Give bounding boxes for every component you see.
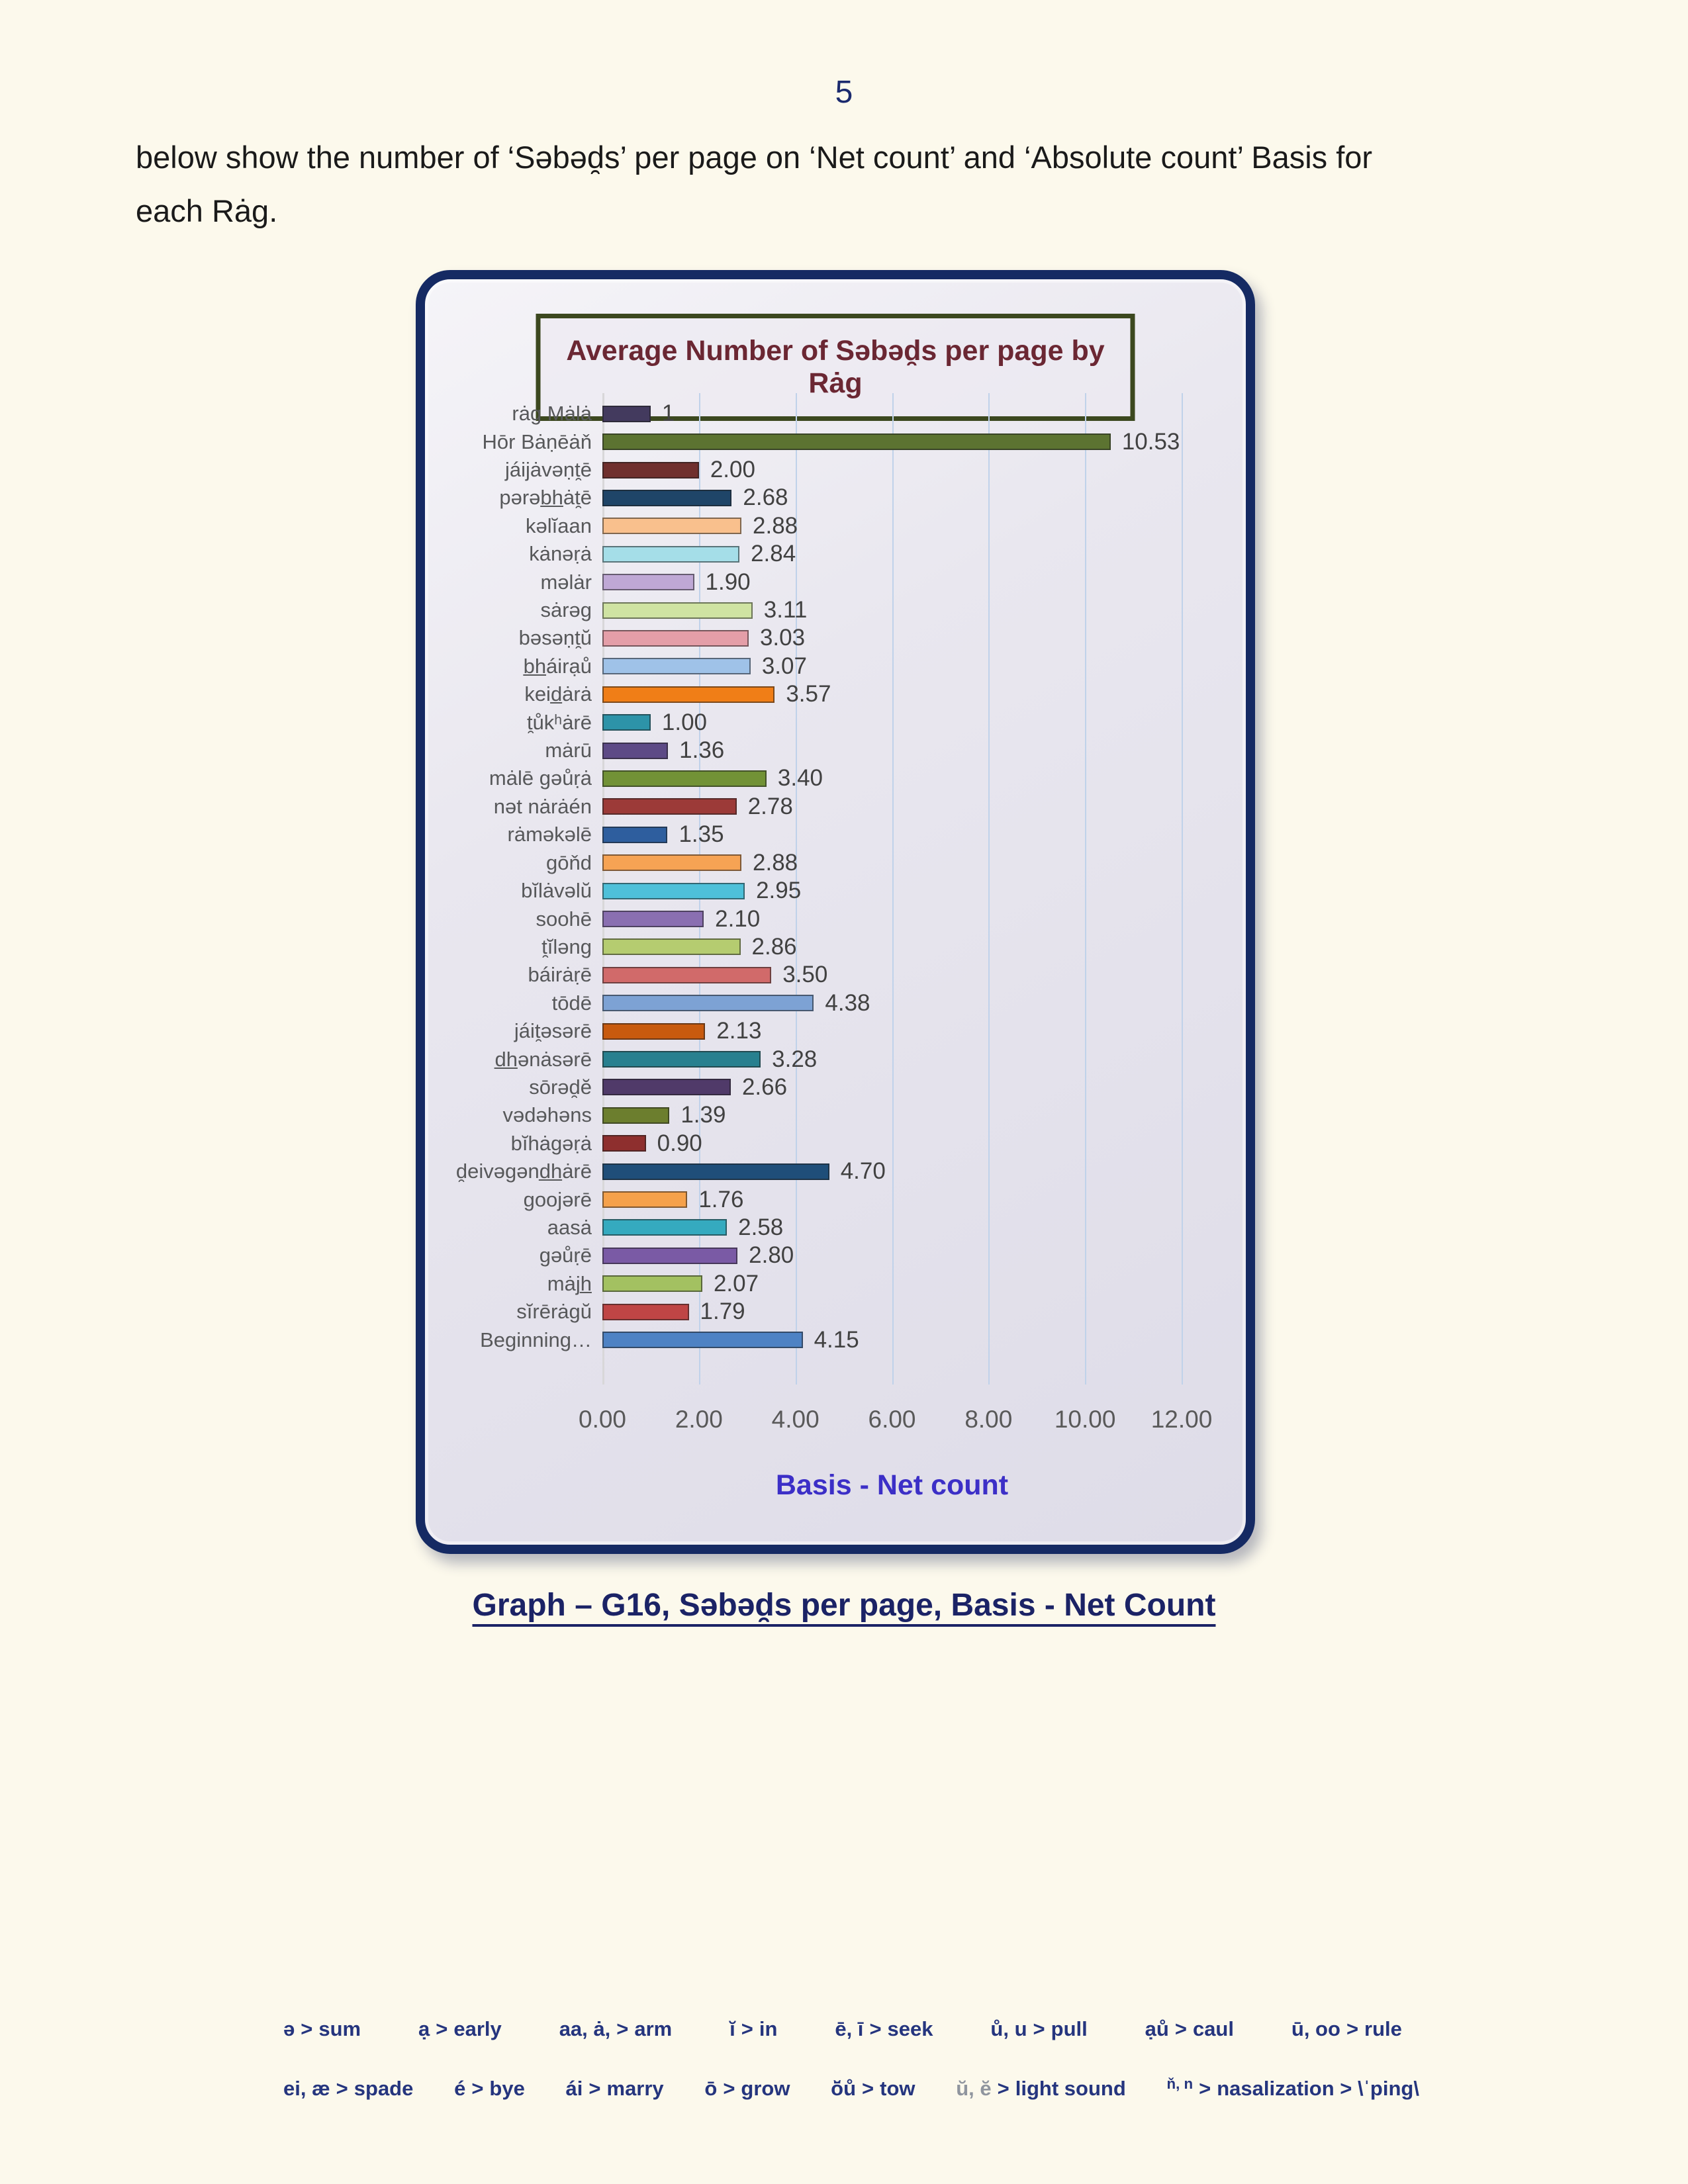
pronunciation-symbol: ů, u bbox=[990, 2017, 1027, 2040]
chart-row bbox=[480, 1326, 1182, 1353]
bar-label: Beginning… bbox=[480, 1328, 592, 1351]
pronunciation-item bbox=[418, 2017, 502, 2041]
chart-row bbox=[505, 456, 1182, 484]
pronunciation-separator: > bbox=[862, 2077, 874, 2100]
pronunciation-symbol: ái bbox=[565, 2077, 583, 2100]
pronunciation-symbol: ō bbox=[704, 2077, 718, 2100]
bar-label: pərəb̲h̲ȧt̯ē bbox=[499, 486, 592, 510]
bar-label: nət nȧrȧén bbox=[493, 794, 592, 818]
chart-row bbox=[494, 1045, 1182, 1073]
bar-value: 2.80 bbox=[749, 1242, 794, 1269]
chart-row bbox=[545, 737, 1182, 764]
bar-value: 2.58 bbox=[738, 1214, 784, 1240]
bar-label: d̯eivəgənd̲h̲ȧrē bbox=[455, 1160, 592, 1183]
bar-value: 1.90 bbox=[705, 569, 751, 595]
pronunciation-separator: > bbox=[741, 2017, 753, 2040]
chart-row bbox=[482, 428, 1182, 455]
pronunciation-word: caul bbox=[1192, 2017, 1234, 2040]
pronunciation-item bbox=[1291, 2017, 1402, 2041]
chart-row bbox=[455, 1158, 1182, 1185]
bar-value: 3.57 bbox=[786, 681, 831, 707]
chart-row bbox=[489, 764, 1182, 792]
pronunciation-word: spade bbox=[353, 2077, 414, 2100]
chart-row bbox=[546, 849, 1182, 877]
bar-label: mȧlē gəůṛȧ bbox=[489, 766, 592, 790]
bar bbox=[602, 1107, 669, 1124]
bar bbox=[602, 743, 668, 759]
intro-line-2: each Rȧg. bbox=[136, 193, 278, 228]
pronunciation-separator: > bbox=[301, 2017, 313, 2040]
chart-row bbox=[526, 708, 1182, 736]
bar-label: d̲h̲ənȧsərē bbox=[494, 1047, 592, 1071]
bar-value: 1.79 bbox=[700, 1298, 745, 1325]
x-tick: 4.00 bbox=[771, 1406, 820, 1433]
pronunciation-word: in bbox=[759, 2017, 778, 2040]
bar bbox=[602, 1023, 705, 1040]
pronunciation-item bbox=[559, 2017, 673, 2041]
x-axis-ticks bbox=[578, 1406, 1213, 1440]
bar-value: 3.50 bbox=[782, 962, 828, 988]
chart-row bbox=[526, 512, 1182, 540]
bar-value: 1.76 bbox=[698, 1186, 744, 1212]
bar-value: 2.86 bbox=[751, 933, 797, 960]
chart-row bbox=[529, 1073, 1182, 1101]
bar bbox=[602, 462, 699, 478]
bar-value: 2.88 bbox=[753, 849, 798, 876]
chart-row bbox=[536, 905, 1182, 933]
pronunciation-word: grow bbox=[741, 2077, 790, 2100]
intro-line-1: below show the number of ‘Səbəd̯s’ per page on ‘Net count’ and ‘Absolute count’ Basis for bbox=[136, 140, 1373, 175]
bar bbox=[602, 1191, 687, 1208]
chart-row bbox=[539, 1242, 1182, 1269]
pronunciation-separator: > bbox=[869, 2017, 882, 2040]
bar bbox=[602, 406, 651, 422]
bar bbox=[602, 574, 694, 590]
chart-row bbox=[499, 484, 1182, 512]
bar bbox=[602, 995, 814, 1011]
bar-value: 3.11 bbox=[763, 597, 808, 623]
pronunciation-symbol: ạ bbox=[418, 2017, 430, 2040]
bar-label: Hōr Bȧṇēȧň bbox=[482, 430, 592, 453]
pronunciation-separator: > bbox=[1033, 2017, 1045, 2040]
pronunciation-separator: > bbox=[723, 2077, 735, 2100]
bar-label: gəůṛē bbox=[539, 1244, 592, 1267]
chart-row bbox=[523, 1185, 1182, 1213]
bar bbox=[602, 630, 749, 647]
gridline bbox=[1182, 393, 1183, 1385]
chart-row bbox=[551, 989, 1182, 1017]
chart-row bbox=[512, 400, 1182, 428]
chart-row bbox=[507, 821, 1182, 848]
pronunciation-word: light sound bbox=[1015, 2077, 1126, 2100]
bar-value: 2.68 bbox=[743, 484, 788, 511]
bar-label: báirȧṛē bbox=[528, 963, 592, 987]
pronunciation-item bbox=[831, 2077, 915, 2101]
bar-label: mȧjh̲ bbox=[547, 1271, 592, 1295]
pronunciation-symbol: ū, oo bbox=[1291, 2017, 1340, 2040]
bar-label: kəlĭaan bbox=[526, 514, 592, 537]
pronunciation-word: arm bbox=[634, 2017, 673, 2040]
pronunciation-item bbox=[956, 2077, 1126, 2101]
chart-row bbox=[516, 1298, 1182, 1326]
bar bbox=[602, 686, 774, 703]
pronunciation-word: early bbox=[453, 2017, 502, 2040]
bar-label: goojərē bbox=[523, 1187, 592, 1211]
chart-row bbox=[502, 1101, 1182, 1129]
bar-label: jáit̯əsərē bbox=[514, 1019, 592, 1043]
bar bbox=[602, 1332, 803, 1348]
bar-value: 4.38 bbox=[825, 989, 870, 1016]
pronunciation-row-1 bbox=[283, 2017, 1402, 2041]
bar-label: sȧrəg bbox=[540, 598, 592, 622]
bar-label: b̲h̲áirạů bbox=[523, 654, 592, 678]
bar bbox=[602, 1079, 731, 1095]
intro-paragraph bbox=[136, 131, 1618, 238]
bar bbox=[602, 714, 651, 731]
pronunciation-symbol: ĭ bbox=[729, 2017, 735, 2040]
bar-value: 3.40 bbox=[777, 765, 823, 792]
pronunciation-item bbox=[835, 2017, 933, 2041]
bar-value: 2.13 bbox=[716, 1018, 762, 1044]
bar-label: bĭlȧvəlŭ bbox=[521, 879, 592, 903]
bar-value: 3.07 bbox=[761, 653, 807, 679]
bar-value: 1.35 bbox=[679, 821, 724, 848]
chart-row bbox=[540, 596, 1182, 624]
bar-label: sĭrērȧgŭ bbox=[516, 1300, 592, 1324]
chart-row bbox=[528, 961, 1182, 989]
pronunciation-word: seek bbox=[887, 2017, 933, 2040]
pronunciation-separator: > bbox=[1346, 2017, 1359, 2040]
bar-label: jáijȧvəṇt̯ē bbox=[505, 458, 592, 482]
chart-row bbox=[541, 933, 1182, 961]
bar bbox=[602, 1051, 761, 1068]
pronunciation-separator: > bbox=[436, 2017, 448, 2040]
bar-value: 2.10 bbox=[715, 905, 761, 932]
bar-value: 2.84 bbox=[751, 541, 796, 567]
bar-label: bĭhȧgəṛȧ bbox=[510, 1131, 592, 1155]
bar-label: mȧrū bbox=[545, 739, 592, 762]
bar bbox=[602, 1248, 737, 1264]
x-tick: 10.00 bbox=[1054, 1406, 1116, 1433]
bar bbox=[602, 602, 753, 619]
x-tick: 6.00 bbox=[868, 1406, 916, 1433]
pronunciation-item bbox=[729, 2017, 777, 2041]
x-tick: 0.00 bbox=[578, 1406, 627, 1433]
pronunciation-symbol: ň, n bbox=[1166, 2075, 1194, 2092]
bar-label: vədəhəns bbox=[502, 1103, 592, 1127]
bar-value: 1.39 bbox=[680, 1102, 726, 1128]
bar-label: məlȧr bbox=[540, 570, 592, 594]
pronunciation-word: nasalization > \ˈping\ bbox=[1217, 2077, 1419, 2100]
bar-label: t̯ĭləng bbox=[541, 934, 592, 958]
pronunciation-symbol: é bbox=[454, 2077, 466, 2100]
chart-card bbox=[416, 270, 1255, 1554]
pronunciation-separator: > bbox=[616, 2017, 629, 2040]
bar-value: 1.36 bbox=[679, 737, 725, 764]
chart-row bbox=[493, 793, 1182, 821]
pronunciation-separator: > bbox=[1199, 2077, 1211, 2100]
pronunciation-item bbox=[283, 2077, 413, 2101]
chart-row bbox=[529, 540, 1182, 568]
bar bbox=[602, 938, 741, 955]
pronunciation-item bbox=[566, 2077, 664, 2101]
chart-row bbox=[540, 568, 1182, 596]
bar-value: 1.00 bbox=[661, 709, 708, 735]
pronunciation-symbol: ō̆ů bbox=[831, 2077, 857, 2100]
bar bbox=[602, 658, 751, 674]
pronunciation-word: pull bbox=[1051, 2017, 1088, 2040]
bar bbox=[602, 1304, 689, 1320]
bar-label: sōrəd̯ĕ bbox=[529, 1075, 592, 1099]
bar bbox=[602, 854, 741, 871]
chart-row bbox=[547, 1214, 1182, 1242]
bar bbox=[602, 967, 771, 983]
bar bbox=[602, 518, 741, 534]
pronunciation-item bbox=[283, 2017, 361, 2041]
pronunciation-word: sum bbox=[318, 2017, 361, 2040]
pronunciation-item bbox=[990, 2017, 1087, 2041]
bar bbox=[602, 546, 739, 563]
pronunciation-separator: > bbox=[1174, 2017, 1187, 2040]
bar bbox=[602, 770, 767, 787]
pronunciation-symbol: ạů bbox=[1145, 2017, 1169, 2040]
pronunciation-item bbox=[704, 2077, 790, 2101]
chart-row bbox=[514, 1017, 1182, 1045]
bar-value: 2.07 bbox=[713, 1270, 759, 1297]
pronunciation-word: rule bbox=[1364, 2017, 1402, 2040]
chart-title: Average Number of Səbəd̯s per page by Rȧg bbox=[536, 314, 1135, 421]
chart-row bbox=[510, 1130, 1182, 1158]
bar-label: keid̲ȧrȧ bbox=[524, 682, 592, 706]
plot-area bbox=[455, 400, 1182, 1354]
chart-row bbox=[518, 624, 1182, 652]
pronunciation-row-2 bbox=[283, 2077, 1419, 2101]
pronunciation-item bbox=[1166, 2077, 1419, 2101]
bar-value: 2.78 bbox=[747, 793, 793, 819]
pronunciation-symbol: aa, ȧ, bbox=[559, 2017, 611, 2040]
pronunciation-word: marry bbox=[606, 2077, 664, 2100]
bar-label: t̯ůkʰȧrē bbox=[526, 710, 592, 734]
bar-value: 0.90 bbox=[657, 1130, 702, 1156]
bar-value: 1 bbox=[661, 400, 675, 427]
bar-value: 4.15 bbox=[814, 1326, 859, 1353]
pronunciation-symbol: ə bbox=[283, 2017, 295, 2040]
pronunciation-separator: > bbox=[336, 2077, 348, 2100]
bar-value: 2.00 bbox=[710, 457, 755, 483]
x-tick: 2.00 bbox=[675, 1406, 723, 1433]
x-tick: 8.00 bbox=[964, 1406, 1013, 1433]
pronunciation-symbol: ē, ī bbox=[835, 2017, 864, 2040]
chart-row bbox=[524, 680, 1182, 708]
bar bbox=[602, 490, 731, 506]
bar-label: soohē bbox=[536, 907, 592, 931]
bar-label: tōdē bbox=[551, 991, 592, 1015]
bar bbox=[602, 883, 745, 899]
pronunciation-separator: > bbox=[471, 2077, 484, 2100]
bar-value: 2.95 bbox=[756, 878, 802, 904]
x-axis-label: Basis - Net count bbox=[775, 1469, 1009, 1501]
bar bbox=[602, 433, 1111, 450]
chart-rows bbox=[455, 400, 1182, 1354]
bar-value: 3.28 bbox=[772, 1046, 818, 1072]
chart-row bbox=[521, 877, 1182, 905]
bar bbox=[602, 827, 667, 843]
bar-value: 3.03 bbox=[759, 625, 806, 651]
bar-value: 10.53 bbox=[1121, 428, 1180, 455]
bar-label: rȧməkəlē bbox=[507, 823, 592, 846]
pronunciation-separator: > bbox=[997, 2077, 1009, 2100]
chart-row bbox=[547, 1270, 1182, 1298]
bar bbox=[602, 911, 704, 927]
bar bbox=[602, 798, 737, 815]
pronunciation-item bbox=[454, 2077, 525, 2101]
bar bbox=[602, 1135, 646, 1152]
bar-label: kȧnəṛȧ bbox=[529, 542, 592, 566]
bar-label: bəsəṇt̯ŭ bbox=[518, 626, 592, 650]
chart-row bbox=[523, 653, 1182, 680]
bar-value: 4.70 bbox=[840, 1158, 886, 1185]
graph-caption-wrap bbox=[0, 1587, 1688, 1623]
pronunciation-item bbox=[1145, 2017, 1234, 2041]
bar-label: gōňd bbox=[546, 850, 592, 874]
x-tick: 12.00 bbox=[1150, 1406, 1213, 1433]
pronunciation-word: bye bbox=[489, 2077, 525, 2100]
bar-value: 2.88 bbox=[753, 512, 798, 539]
pronunciation-word: tow bbox=[880, 2077, 915, 2100]
graph-caption: Graph – G16, Səbəd̯s per page, Basis - Net Count bbox=[472, 1588, 1216, 1623]
bar-label: aasȧ bbox=[547, 1215, 592, 1239]
bar-value: 2.66 bbox=[741, 1073, 788, 1100]
pronunciation-symbol: ei, æ bbox=[283, 2077, 330, 2100]
bar bbox=[602, 1275, 702, 1292]
pronunciation-symbol: ŭ, ĕ bbox=[956, 2077, 992, 2100]
bar-label: rȧg Mȧlȧ bbox=[512, 402, 592, 426]
bar bbox=[602, 1219, 727, 1236]
bar bbox=[602, 1163, 829, 1180]
pronunciation-separator: > bbox=[588, 2077, 601, 2100]
page-number: 5 bbox=[835, 75, 853, 110]
